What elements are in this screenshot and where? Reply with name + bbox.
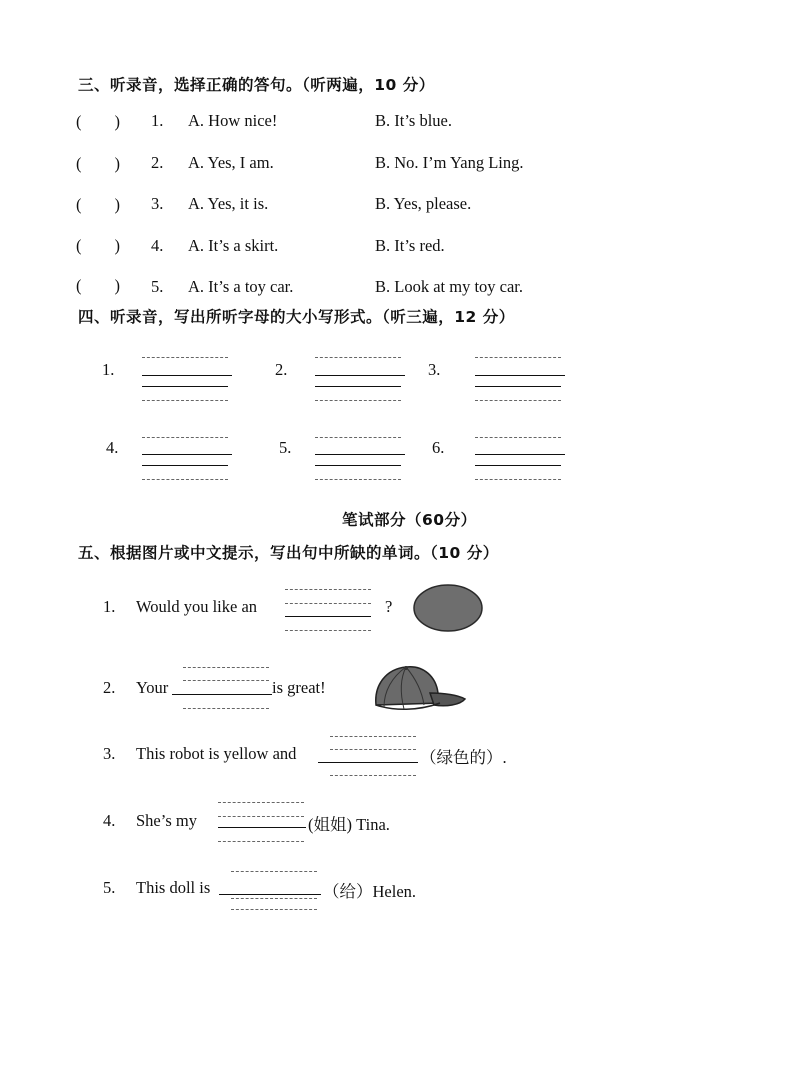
fill-item-number: 3. <box>103 744 116 763</box>
fill-item-text: She’s my <box>136 811 197 830</box>
fill-item-text: （绿色的）. <box>420 748 507 767</box>
question-number: 4. <box>151 236 164 255</box>
cap-icon <box>370 663 468 715</box>
question-number: 1. <box>151 111 164 130</box>
letter-item-number: 2. <box>275 360 288 379</box>
fill-item-number: 1. <box>103 597 116 616</box>
answer-paren[interactable]: ( ) <box>76 112 120 131</box>
egg-icon <box>412 583 484 633</box>
fill-item-text: Would you like an <box>136 597 258 616</box>
letter-item-number: 1. <box>102 360 115 379</box>
letter-item-number: 6. <box>432 438 445 457</box>
question-number: 3. <box>151 194 164 213</box>
fill-item-text: ? <box>385 597 393 616</box>
fill-item-text: This doll is <box>136 878 211 897</box>
fill-item-text: （给）Helen. <box>323 882 417 901</box>
option-b: B. No. I’m Yang Ling. <box>375 153 524 172</box>
option-a: A. Yes, it is. <box>188 194 269 213</box>
option-a: A. Yes, I am. <box>188 153 274 172</box>
fill-item-text: (姐姐) Tina. <box>308 815 390 834</box>
section4-title: 四、听录音，写出所听字母的大小写形式。（听三遍，12 分） <box>78 308 515 326</box>
section5-title: 五、根据图片或中文提示，写出句中所缺的单词。（10 分） <box>78 544 499 562</box>
fill-item-text: This robot is yellow and <box>136 744 297 763</box>
letter-item-number: 3. <box>428 360 441 379</box>
option-a: A. It’s a toy car. <box>188 277 294 296</box>
option-b: B. Look at my toy car. <box>375 277 524 296</box>
fill-item-number: 2. <box>103 678 116 697</box>
answer-paren[interactable]: ( ) <box>76 195 120 214</box>
option-a: A. How nice! <box>188 111 278 130</box>
answer-paren[interactable]: ( ) <box>76 154 120 173</box>
question-number: 5. <box>151 277 164 296</box>
answer-paren[interactable]: ( ) <box>76 236 120 255</box>
written-part-title: 笔试部分（60分） <box>342 511 477 529</box>
option-a: A. It’s a skirt. <box>188 236 279 255</box>
section3-title: 三、听录音，选择正确的答句。（听两遍，10 分） <box>78 76 435 94</box>
fill-item-number: 5. <box>103 878 116 897</box>
option-b: B. It’s blue. <box>375 111 452 130</box>
option-b: B. Yes, please. <box>375 194 472 213</box>
answer-paren[interactable]: ( ) <box>76 276 120 295</box>
question-number: 2. <box>151 153 164 172</box>
fill-item-text: is great! <box>272 678 326 697</box>
fill-item-text: Your <box>136 678 169 697</box>
fill-item-number: 4. <box>103 811 116 830</box>
option-b: B. It’s red. <box>375 236 445 255</box>
letter-item-number: 5. <box>279 438 292 457</box>
letter-item-number: 4. <box>106 438 119 457</box>
